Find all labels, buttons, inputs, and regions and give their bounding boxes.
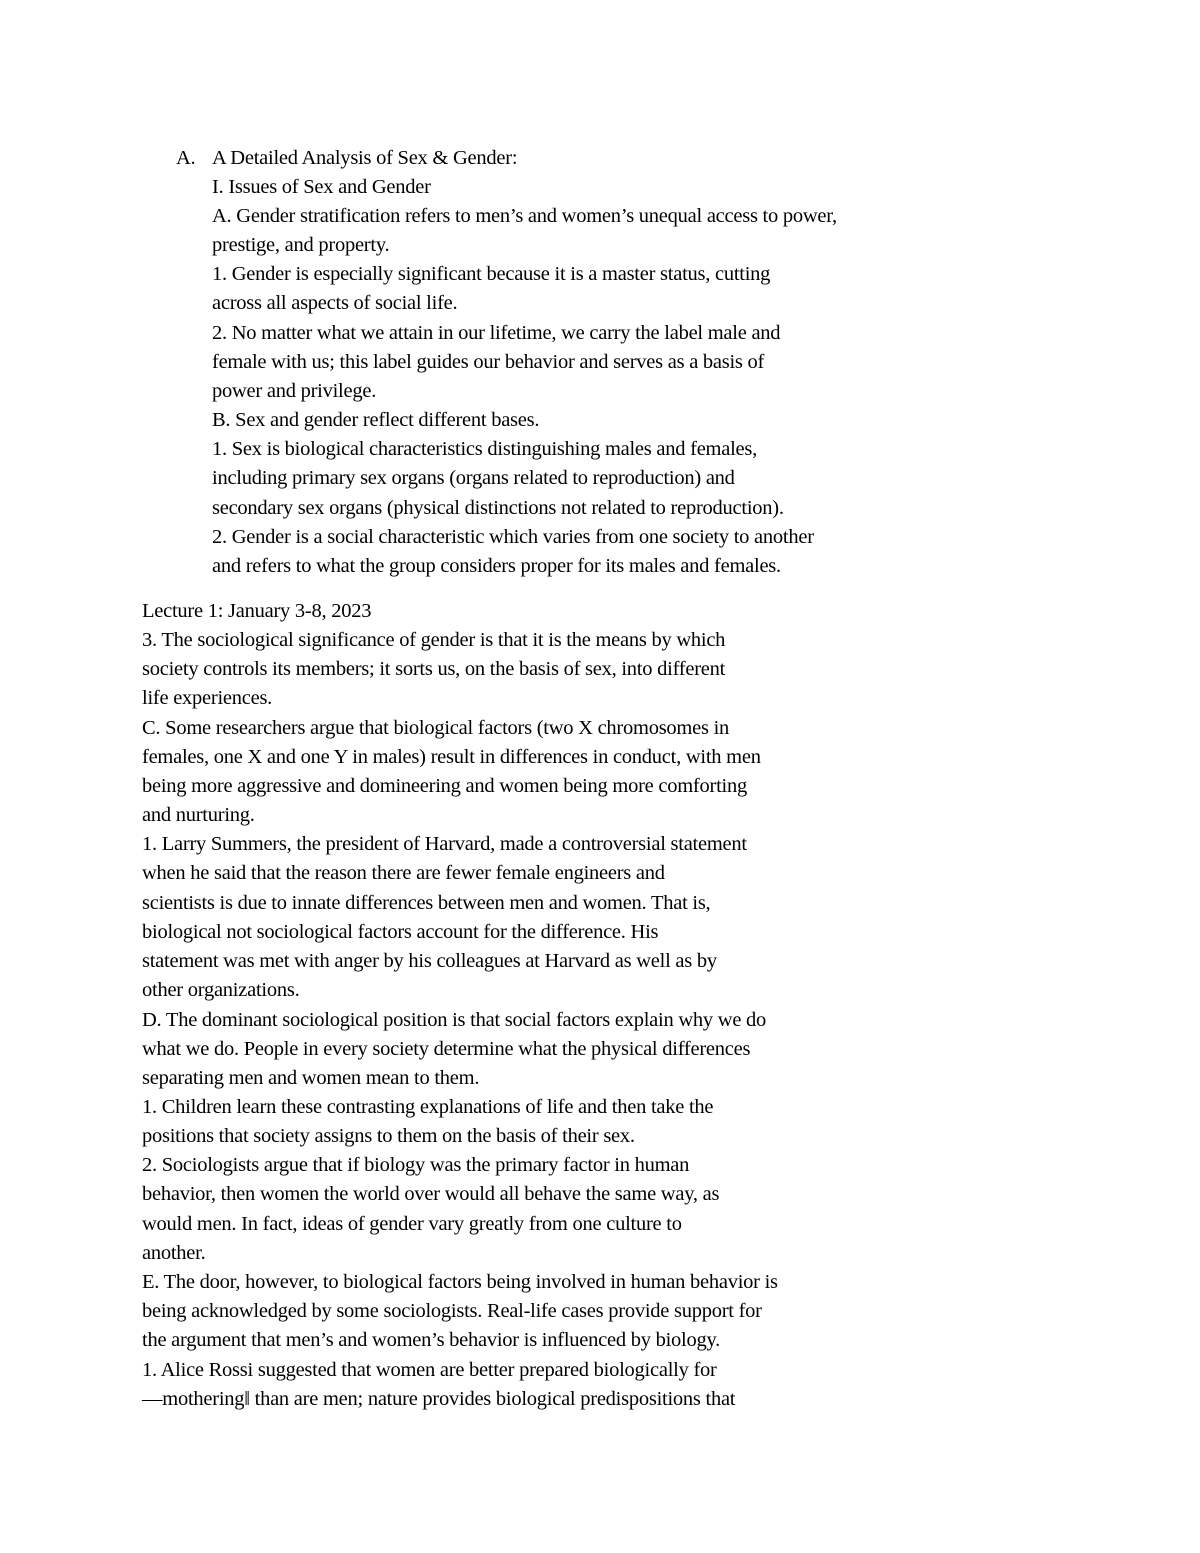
lecture-line: and nurturing. bbox=[142, 804, 255, 826]
lecture-title: Lecture 1: January 3-8, 2023 bbox=[142, 600, 372, 622]
outline-line: power and privilege. bbox=[212, 380, 377, 402]
outline-line: secondary sex organs (physical distinctions not related to reproduction). bbox=[212, 497, 784, 519]
lecture-line: 1. Children learn these contrasting explanations of life and then take the bbox=[142, 1096, 714, 1118]
lecture-line: the argument that men’s and women’s behavior is influenced by biology. bbox=[142, 1329, 721, 1351]
outline-line: across all aspects of social life. bbox=[212, 292, 458, 314]
lecture-line: other organizations. bbox=[142, 979, 300, 1001]
outline-line: 2. Gender is a social characteristic which varies from one society to another bbox=[212, 526, 814, 548]
lecture-line: statement was met with anger by his colleagues at Harvard as well as by bbox=[142, 950, 717, 972]
lecture-line: positions that society assigns to them on the basis of their sex. bbox=[142, 1125, 635, 1147]
lecture-line: biological not sociological factors account for the difference. His bbox=[142, 921, 659, 943]
outline-line: B. Sex and gender reflect different bases. bbox=[212, 409, 540, 431]
lecture-line: —mothering‖ than are men; nature provides biological predispositions that bbox=[142, 1388, 736, 1410]
lecture-line: 1. Larry Summers, the president of Harvard, made a controversial statement bbox=[142, 833, 747, 855]
outline-line: 2. No matter what we attain in our lifetime, we carry the label male and bbox=[212, 322, 781, 344]
outline-line: and refers to what the group considers proper for its males and females. bbox=[212, 555, 781, 577]
lecture-line: being more aggressive and domineering and women being more comforting bbox=[142, 775, 747, 797]
lecture-line: society controls its members; it sorts us, on the basis of sex, into different bbox=[142, 658, 726, 680]
lecture-line: would men. In fact, ideas of gender vary greatly from one culture to bbox=[142, 1213, 682, 1235]
outline-line: I. Issues of Sex and Gender bbox=[212, 176, 431, 198]
outline-line: prestige, and property. bbox=[212, 234, 390, 256]
lecture-line: scientists is due to innate differences between men and women. That is, bbox=[142, 892, 711, 914]
outline-marker: A. bbox=[176, 147, 196, 169]
outline-line: including primary sex organs (organs related to reproduction) and bbox=[212, 467, 735, 489]
outline-line: 1. Gender is especially significant because it is a master status, cutting bbox=[212, 263, 771, 285]
lecture-line: females, one X and one Y in males) result in differences in conduct, with men bbox=[142, 746, 761, 768]
lecture-line: life experiences. bbox=[142, 687, 273, 709]
outline-line: A. Gender stratification refers to men’s and women’s unequal access to power, bbox=[212, 205, 837, 227]
lecture-line: what we do. People in every society determine what the physical differences bbox=[142, 1038, 751, 1060]
lecture-line: E. The door, however, to biological factors being involved in human behavior is bbox=[142, 1271, 778, 1293]
lecture-line: behavior, then women the world over would all behave the same way, as bbox=[142, 1183, 720, 1205]
outline-heading: A Detailed Analysis of Sex & Gender: bbox=[212, 147, 518, 169]
lecture-line: separating men and women mean to them. bbox=[142, 1067, 480, 1089]
lecture-line: D. The dominant sociological position is that social factors explain why we do bbox=[142, 1009, 767, 1031]
lecture-line: 2. Sociologists argue that if biology was the primary factor in human bbox=[142, 1154, 690, 1176]
lecture-line: C. Some researchers argue that biological factors (two X chromosomes in bbox=[142, 717, 730, 739]
lecture-line: 3. The sociological significance of gender is that it is the means by which bbox=[142, 629, 726, 651]
lecture-line: another. bbox=[142, 1242, 206, 1264]
lecture-line: when he said that the reason there are fewer female engineers and bbox=[142, 862, 665, 884]
lecture-line: 1. Alice Rossi suggested that women are better prepared biologically for bbox=[142, 1359, 717, 1381]
outline-line: 1. Sex is biological characteristics distinguishing males and females, bbox=[212, 438, 757, 460]
outline-line: female with us; this label guides our behavior and serves as a basis of bbox=[212, 351, 765, 373]
lecture-line: being acknowledged by some sociologists. Real-life cases provide support for bbox=[142, 1300, 762, 1322]
